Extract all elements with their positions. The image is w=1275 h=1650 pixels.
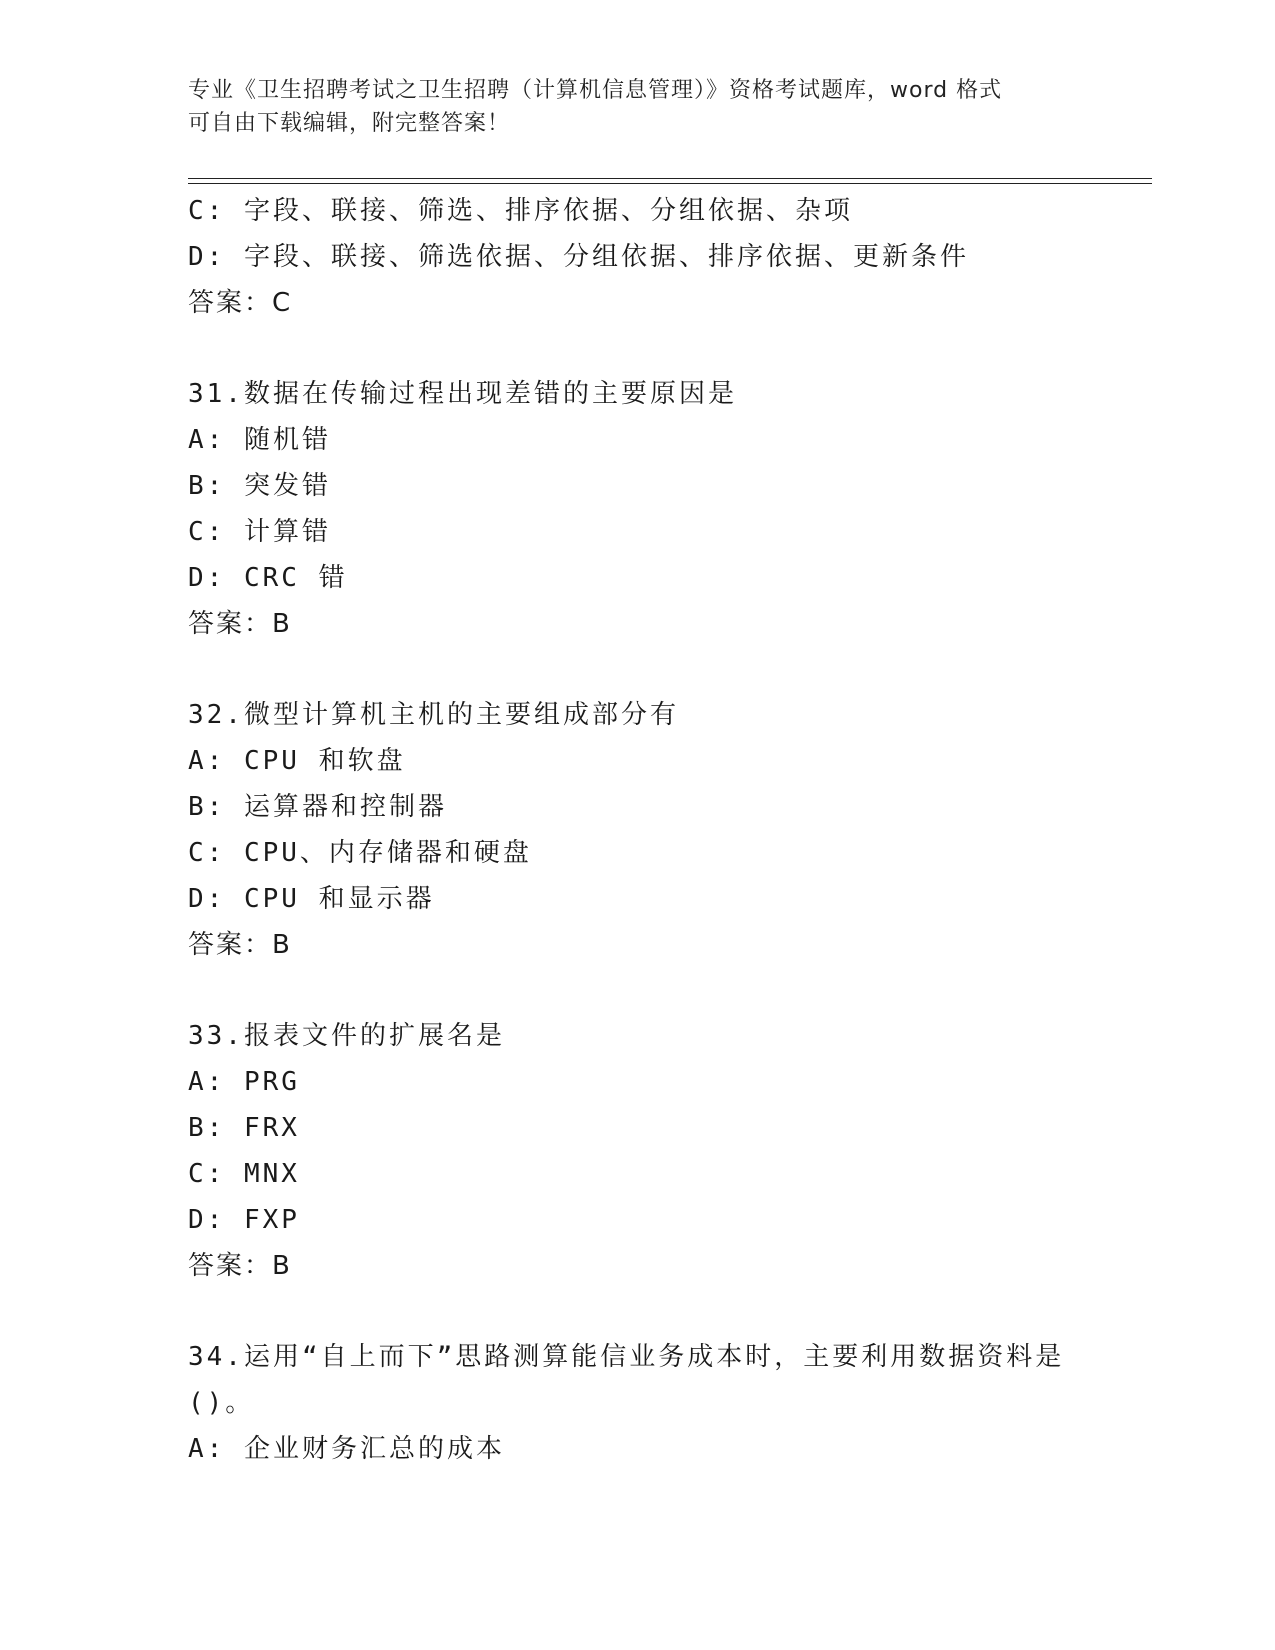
answer-line: 答案：C (188, 288, 293, 318)
option-d: D: FXP (188, 1205, 300, 1235)
option-c: C: CPU、内存储器和硬盘 (188, 838, 532, 868)
option-a: A: 随机错 (188, 425, 331, 455)
option-d: D: CRC 错 (188, 563, 348, 593)
question-block-32 (188, 692, 1148, 968)
document-header (188, 74, 1088, 140)
option-c: C: 字段、联接、筛选、排序依据、分组依据、杂项 (188, 196, 853, 226)
question-block-34 (188, 1334, 1148, 1472)
question-list (188, 188, 1148, 1472)
header-line-2: 可自由下载编辑，附完整答案！ (188, 111, 511, 136)
question-stem: 33.报表文件的扩展名是 (188, 1021, 505, 1051)
header-divider-bottom (188, 183, 1152, 184)
header-divider-top (188, 178, 1152, 179)
option-a: A: PRG (188, 1067, 300, 1097)
answer-line: 答案：B (188, 930, 292, 960)
answer-line: 答案：B (188, 609, 292, 639)
question-block-tail (188, 188, 1148, 326)
option-c: C: MNX (188, 1159, 300, 1189)
option-a: A: 企业财务汇总的成本 (188, 1434, 505, 1464)
question-block-33 (188, 1013, 1148, 1289)
option-d: D: 字段、联接、筛选依据、分组依据、排序依据、更新条件 (188, 242, 969, 272)
question-stem: 32.微型计算机主机的主要组成部分有 (188, 700, 679, 730)
option-b: B: FRX (188, 1113, 300, 1143)
option-b: B: 突发错 (188, 471, 331, 501)
answer-line: 答案：B (188, 1251, 292, 1281)
header-line-1: 专业《卫生招聘考试之卫生招聘（计算机信息管理）》资格考试题库，word 格式 (188, 78, 1003, 103)
option-d: D: CPU 和显示器 (188, 884, 435, 914)
option-b: B: 运算器和控制器 (188, 792, 447, 822)
question-block-31 (188, 371, 1148, 647)
question-stem-continued: ()。 (188, 1388, 255, 1418)
question-stem: 31.数据在传输过程出现差错的主要原因是 (188, 379, 737, 409)
option-a: A: CPU 和软盘 (188, 746, 406, 776)
question-stem: 34.运用“自上而下”思路测算能信业务成本时，主要利用数据资料是 (188, 1342, 1065, 1372)
option-c: C: 计算错 (188, 517, 331, 547)
